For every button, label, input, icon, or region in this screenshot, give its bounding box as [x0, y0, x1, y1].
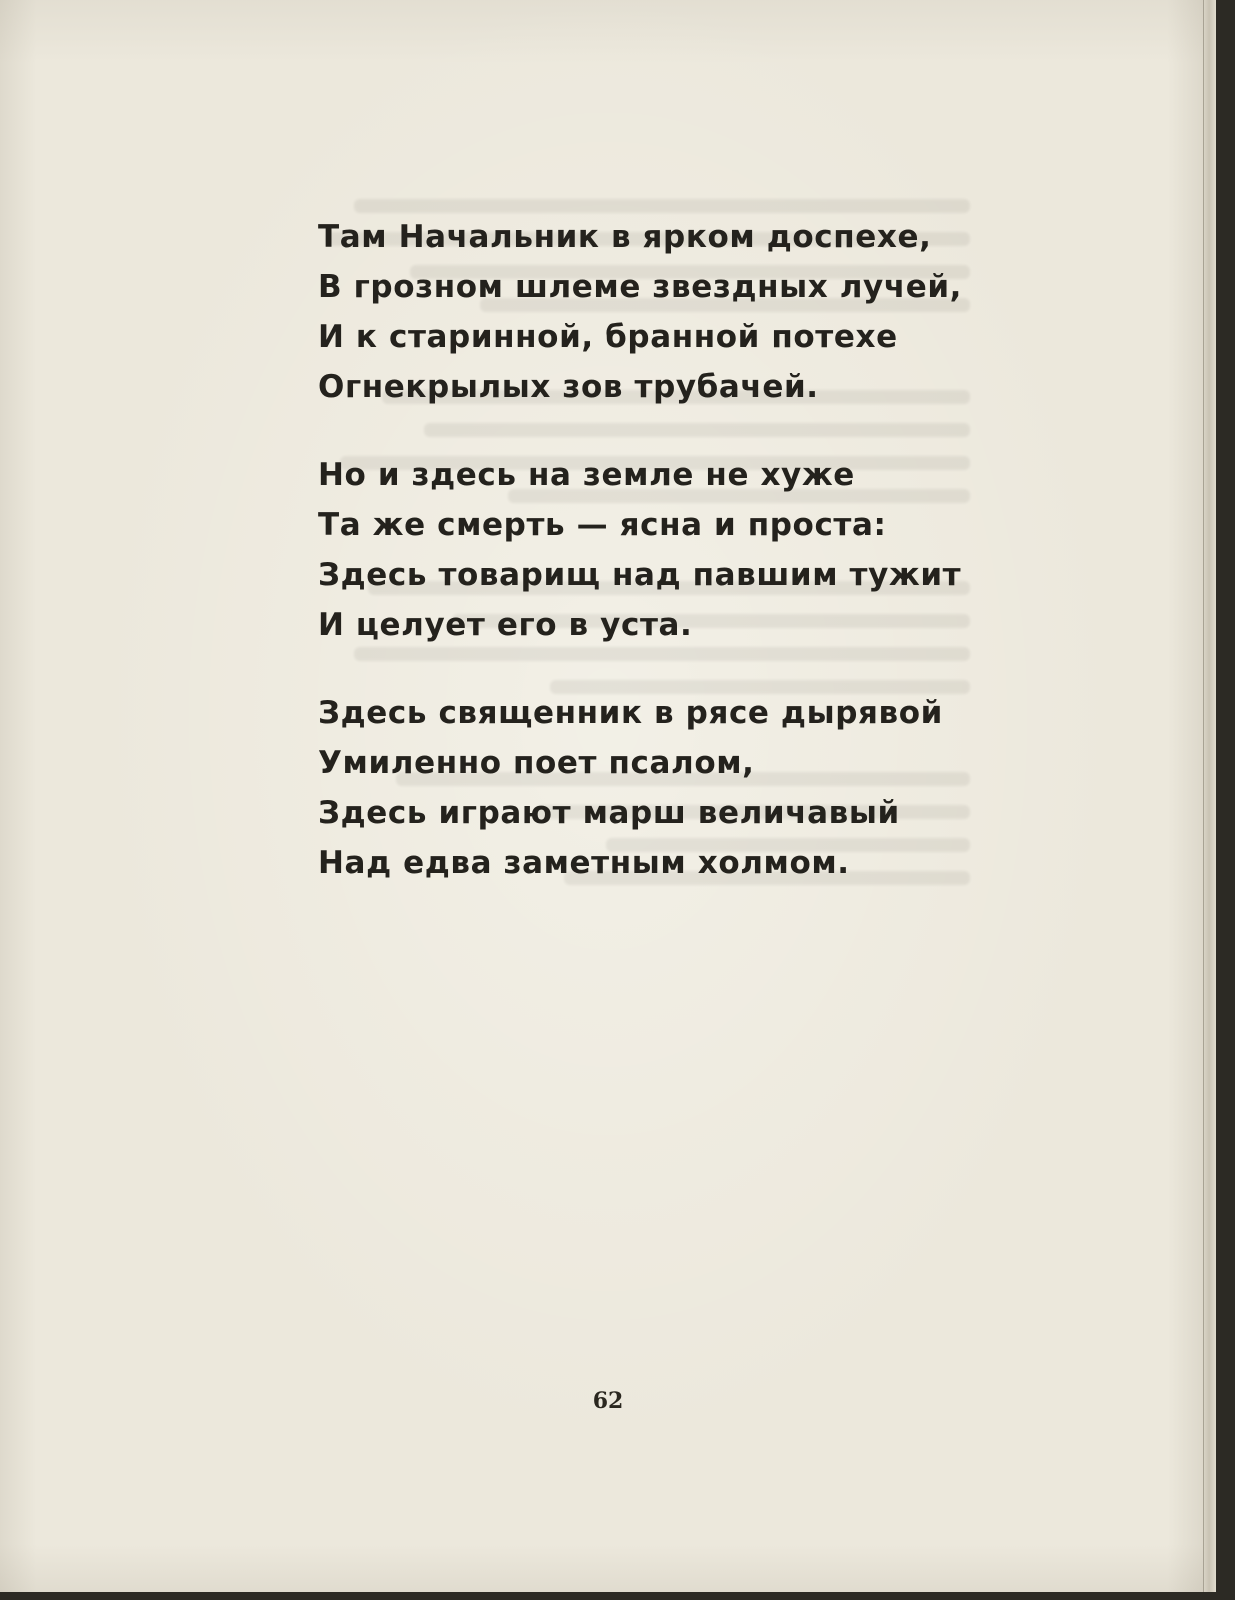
poem-line: И к старинной, бранной потехе [318, 319, 898, 355]
page-number: 62 [592, 1388, 624, 1414]
poem-line: И целует его в уста. [318, 607, 693, 643]
poem-line: Здесь играют марш величавый [318, 795, 900, 831]
scan-border-bottom [0, 1592, 1235, 1600]
poem-line: Умиленно поет псалом, [318, 745, 755, 781]
poem-line: Та же смерть — ясна и проста: [318, 507, 887, 543]
scan-border-right [1216, 0, 1235, 1600]
page-gutter [1203, 0, 1216, 1592]
poem-text [318, 212, 998, 888]
stanza-1 [318, 212, 998, 412]
stanza-2 [318, 450, 998, 650]
poem-line: В грозном шлеме звездных лучей, [318, 269, 963, 305]
poem-line: Но и здесь на земле не хуже [318, 457, 855, 493]
poem-line: Там Начальник в ярком доспехе, [318, 219, 932, 255]
poem-line: Над едва заметным холмом. [318, 845, 850, 881]
poem-line: Здесь товарищ над павшим тужит [318, 557, 962, 593]
poem-line: Огнекрылых зов трубачей. [318, 369, 819, 405]
stanza-3 [318, 688, 998, 888]
poem-line: Здесь священник в рясе дырявой [318, 695, 943, 731]
